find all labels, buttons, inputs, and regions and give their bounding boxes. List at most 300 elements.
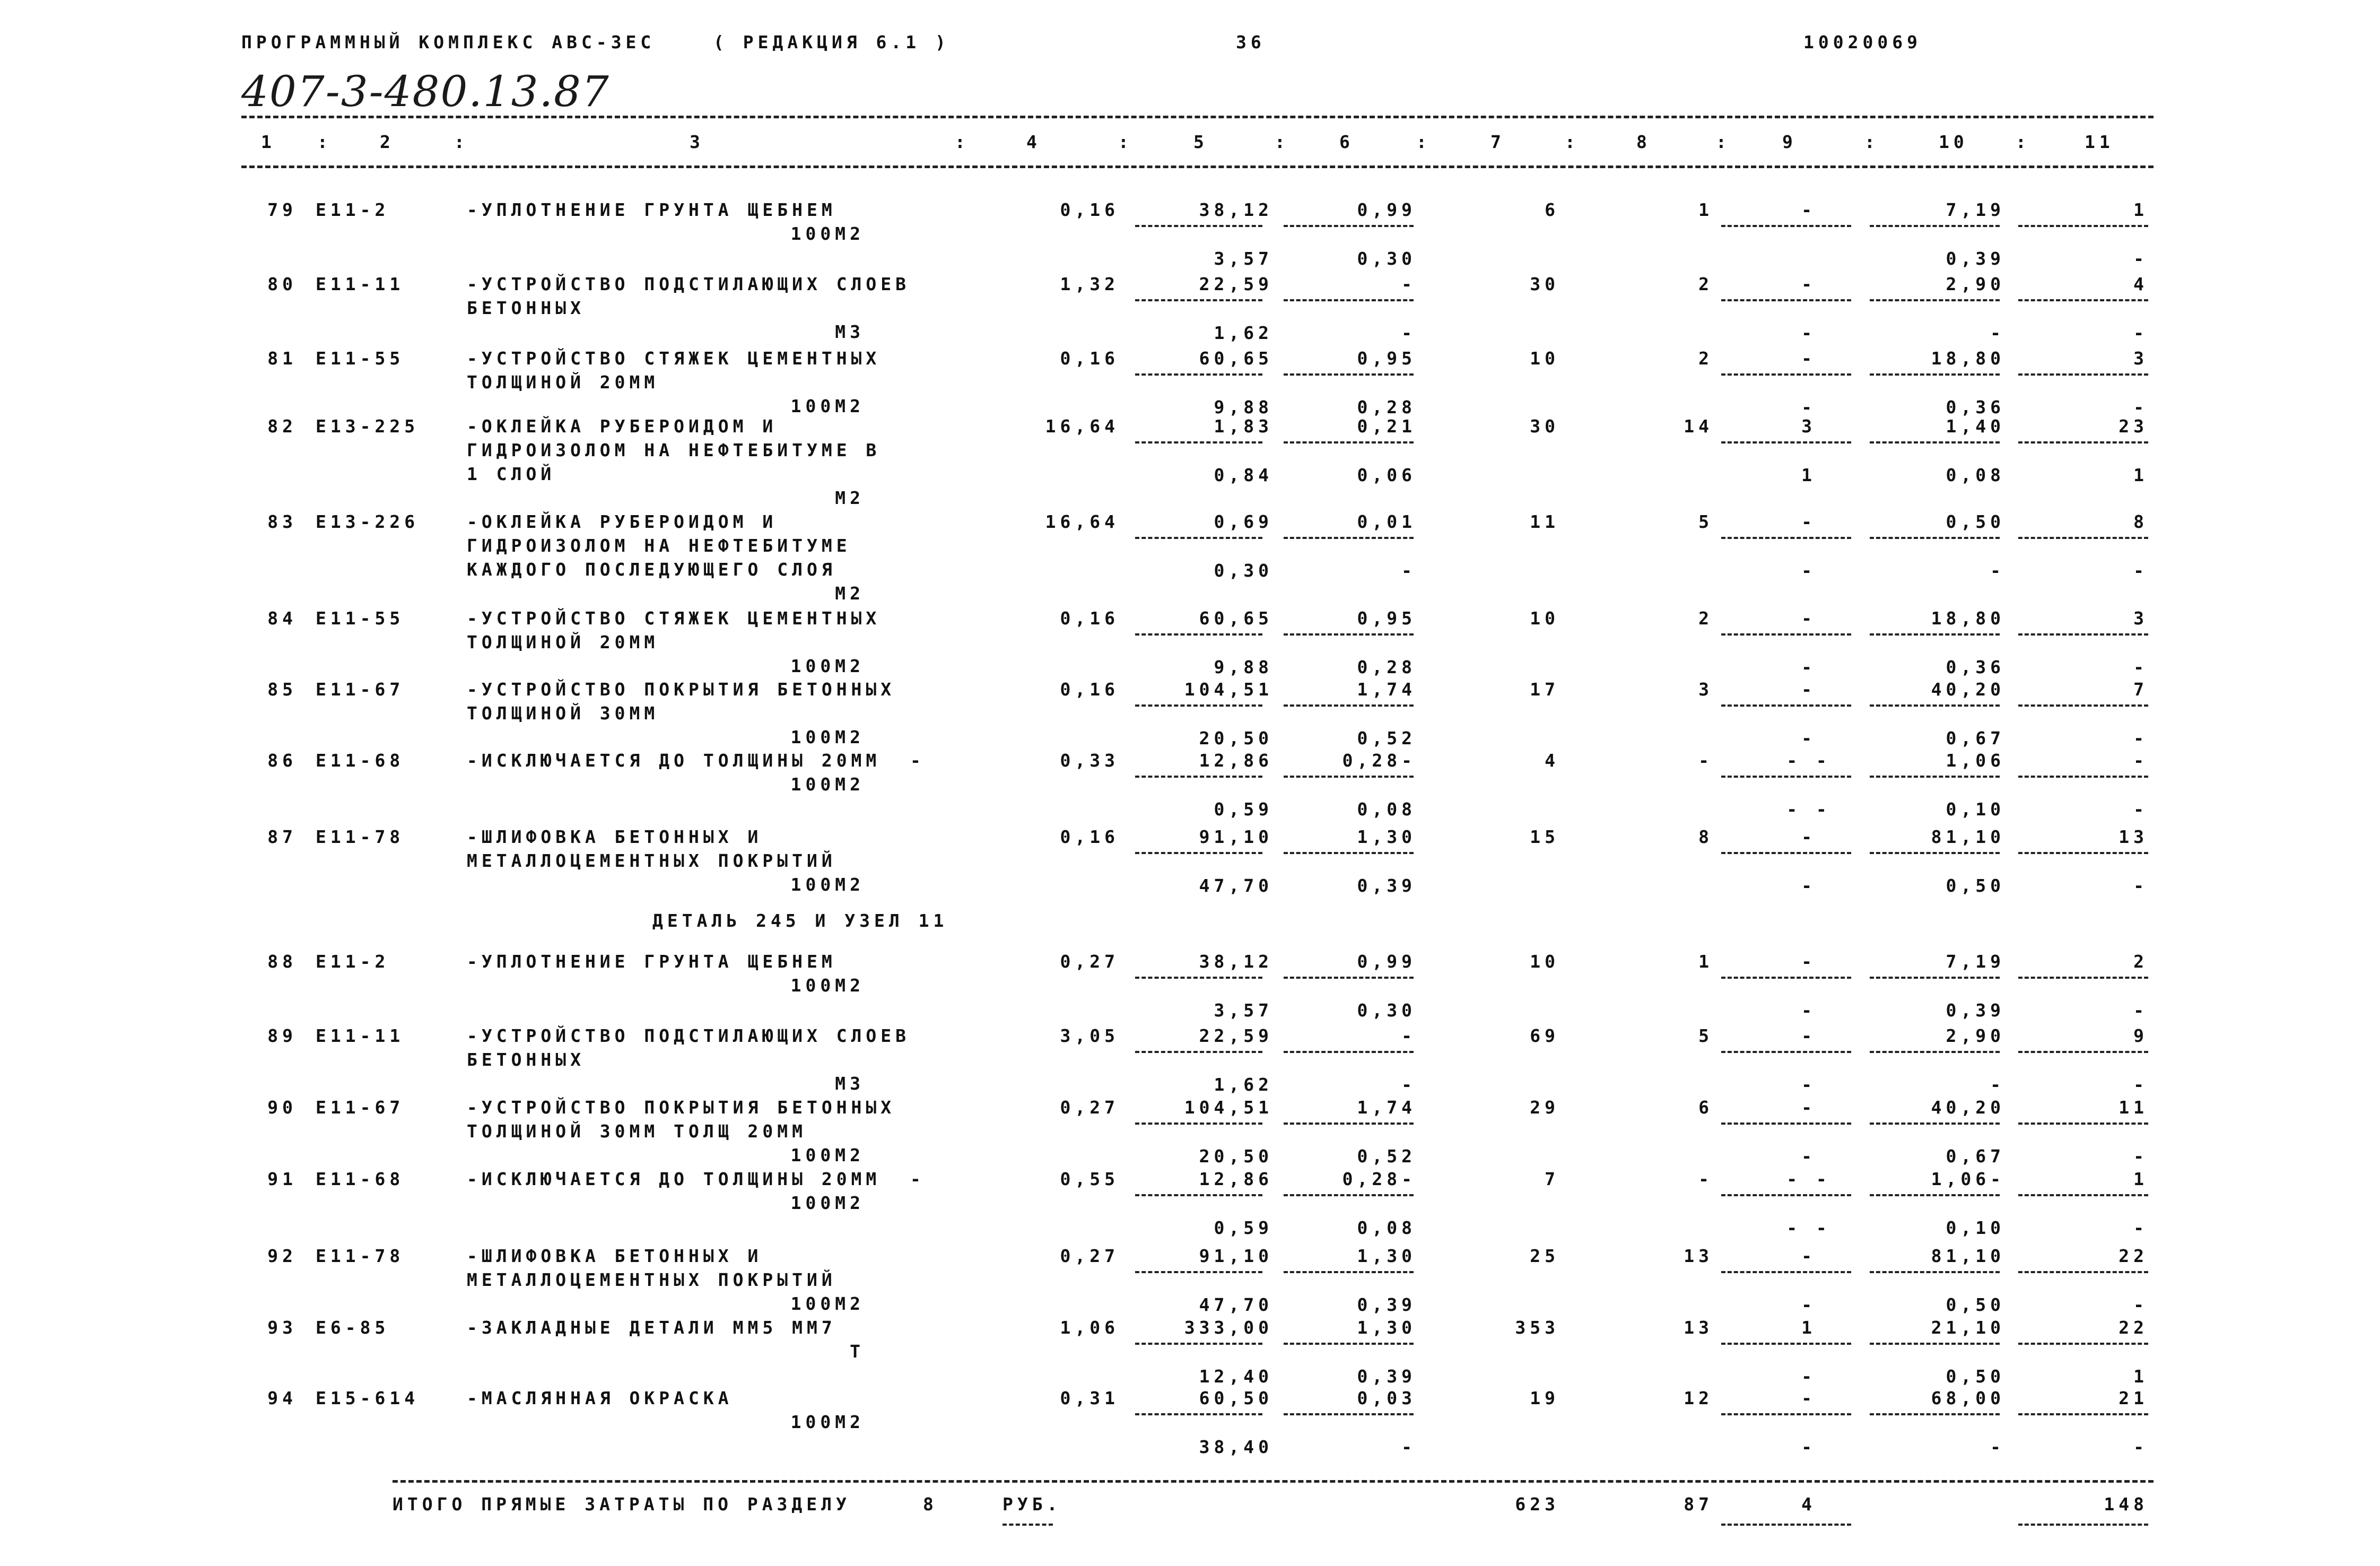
row-col9-divider [1721, 537, 1851, 539]
row-col10-divider [1870, 1123, 2000, 1125]
row-code: Е11-67 [316, 1097, 405, 1118]
row-description: ТОЛЩИНОЙ 30ММ ТОЛЩ 20ММ [467, 1121, 807, 1142]
row-col6: 0,03 [1357, 1388, 1416, 1408]
row-col10-sub: 0,50 [1946, 1294, 2005, 1315]
row-number: 90 [267, 1097, 297, 1118]
row-col10: 2,90 [1946, 1025, 2005, 1046]
row-col10: 81,10 [1931, 826, 2005, 847]
row-col8: 3 [1698, 679, 1713, 700]
row-col11: 11 [2119, 1097, 2148, 1118]
row-unit-cost: 38,12 [1199, 951, 1273, 972]
row-description: -МАСЛЯННАЯ ОКРАСКА [467, 1388, 733, 1408]
row-col7: 7 [1545, 1169, 1559, 1189]
row-col6-sub: - [1401, 1074, 1416, 1095]
row-col11: 9 [2133, 1025, 2148, 1046]
row-col9-divider [1721, 1343, 1851, 1345]
row-col10: 40,20 [1931, 679, 2005, 700]
row-col11: 22 [2119, 1246, 2148, 1266]
row-col9: - - [1786, 1169, 1831, 1189]
column-separator: : [1416, 132, 1431, 152]
row-col10: 1,40 [1946, 416, 2005, 437]
row-col6: 0,99 [1357, 951, 1416, 972]
row-col10-divider [1870, 441, 2000, 443]
row-col8: 13 [1684, 1246, 1713, 1266]
row-unit: 100М2 [790, 774, 865, 795]
row-unit: 100М2 [790, 727, 865, 747]
row-col6-divider [1284, 299, 1414, 301]
row-col6-sub: 0,30 [1357, 1000, 1416, 1021]
row-code: Е11-67 [316, 679, 405, 700]
row-col10-divider [1870, 373, 2000, 376]
row-code: Е11-2 [316, 199, 390, 220]
row-col7: 10 [1530, 951, 1559, 972]
column-separator: : [2016, 132, 2030, 152]
row-unit: М2 [835, 488, 865, 508]
row-quantity: 16,64 [1045, 511, 1119, 532]
row-code: Е11-11 [316, 1025, 405, 1046]
row-col11-sub: - [2133, 1000, 2148, 1021]
row-col6: 0,01 [1357, 511, 1416, 532]
row-unit: 100М2 [790, 656, 865, 676]
row-col6: 1,74 [1357, 1097, 1416, 1118]
row-col6-sub: 0,52 [1357, 1146, 1416, 1167]
row-unit-cost-sub: 12,40 [1199, 1366, 1273, 1387]
row-code: Е11-11 [316, 274, 405, 294]
row-col9-divider [1721, 852, 1851, 854]
page-number: 36 [1236, 32, 1266, 53]
row-quantity: 16,64 [1045, 416, 1119, 437]
row-col6-sub: 0,08 [1357, 1217, 1416, 1238]
row-col6-divider [1284, 852, 1414, 854]
row-col10: 40,20 [1931, 1097, 2005, 1118]
row-quantity: 0,16 [1060, 199, 1119, 220]
row-col11-divider [2018, 1413, 2148, 1415]
row-col11-sub: - [2133, 397, 2148, 417]
row-col6-divider [1284, 633, 1414, 636]
row-description: -ШЛИФОВКА БЕТОННЫХ И [467, 1246, 763, 1266]
row-col6-divider [1284, 1051, 1414, 1053]
row-col6: 0,99 [1357, 199, 1416, 220]
row-col10-sub: - [1990, 1074, 2005, 1095]
row-col11-divider [2018, 776, 2148, 778]
row-col9: - - [1786, 750, 1831, 771]
row-unit: М3 [835, 1073, 865, 1094]
row-col7: 6 [1545, 199, 1559, 220]
row-col8: - [1698, 1169, 1713, 1189]
row-unit-cost-sub: 3,57 [1214, 1000, 1273, 1021]
row-col8: 2 [1698, 274, 1713, 294]
row-description: -УСТРОЙСТВО ПОДСТИЛАЮЩИХ СЛОЕВ [467, 1025, 911, 1046]
total-label: ИТОГО ПРЯМЫЕ ЗАТРАТЫ ПО РАЗДЕЛУ [393, 1494, 851, 1515]
row-col11: 1 [2133, 199, 2148, 220]
row-number: 84 [267, 608, 297, 629]
row-col10-divider [1870, 704, 2000, 707]
row-quantity: 0,55 [1060, 1169, 1119, 1189]
column-header-4: 4 [1026, 132, 1041, 152]
row-col10: 0,50 [1946, 511, 2005, 532]
row-col10: 21,10 [1931, 1317, 2005, 1338]
row-col11-divider [2018, 704, 2148, 707]
row-unit-cost: 1,83 [1214, 416, 1273, 437]
row-col6-divider [1284, 537, 1414, 539]
row-col5-divider [1135, 633, 1262, 636]
row-col11-divider [2018, 299, 2148, 301]
row-description: БЕТОННЫХ [467, 1049, 585, 1070]
row-col8: 8 [1698, 826, 1713, 847]
row-unit-cost-sub: 20,50 [1199, 728, 1273, 749]
row-col10: 1,06 [1946, 750, 2005, 771]
row-col6-divider [1284, 1194, 1414, 1196]
row-col7: 69 [1530, 1025, 1559, 1046]
row-col11-divider [2018, 537, 2148, 539]
row-col10-divider [1870, 1194, 2000, 1196]
row-col6-sub: 0,39 [1357, 1294, 1416, 1315]
row-description: -ШЛИФОВКА БЕТОННЫХ И [467, 826, 763, 847]
row-col6-divider [1284, 704, 1414, 707]
row-number: 81 [267, 348, 297, 369]
row-col11-sub: - [2133, 1294, 2148, 1315]
row-col6: 0,21 [1357, 416, 1416, 437]
row-col9-divider [1721, 1271, 1851, 1273]
table-top-rule [241, 116, 2154, 118]
row-unit-cost-sub: 9,88 [1214, 657, 1273, 677]
document-code: 10020069 [1803, 32, 1922, 53]
row-col11-sub: 1 [2133, 465, 2148, 485]
row-number: 93 [267, 1317, 297, 1338]
total-rule [393, 1480, 2154, 1483]
row-col6: 0,95 [1357, 608, 1416, 629]
row-quantity: 0,16 [1060, 826, 1119, 847]
row-col9-divider [1721, 633, 1851, 636]
row-col6-sub: 0,52 [1357, 728, 1416, 749]
row-unit-cost-sub: 9,88 [1214, 397, 1273, 417]
column-header-11: 11 [2085, 132, 2114, 152]
row-unit: 100М2 [790, 1193, 865, 1213]
total-col7: 623 [1515, 1494, 1559, 1515]
row-col11: 7 [2133, 679, 2148, 700]
row-col6-sub: - [1401, 1437, 1416, 1457]
row-col11-sub: - [2133, 1146, 2148, 1167]
row-col9-sub: - [1801, 1146, 1816, 1167]
row-col10: 7,19 [1946, 199, 2005, 220]
column-separator: : [317, 132, 332, 152]
row-unit-cost: 60,50 [1199, 1388, 1273, 1408]
row-description: -ЗАКЛАДНЫЕ ДЕТАЛИ ММ5 ММ7 [467, 1317, 836, 1338]
row-col9-sub: - [1801, 1366, 1816, 1387]
row-col11-sub: - [2133, 1217, 2148, 1238]
row-col9: - [1801, 1025, 1816, 1046]
column-header-10: 10 [1939, 132, 1968, 152]
row-col11-divider [2018, 633, 2148, 636]
row-quantity: 0,33 [1060, 750, 1119, 771]
row-col7: 19 [1530, 1388, 1559, 1408]
row-unit: 100М2 [790, 1412, 865, 1432]
row-col10-divider [1870, 1343, 2000, 1345]
row-unit-cost: 38,12 [1199, 199, 1273, 220]
row-col6-divider [1284, 1271, 1414, 1273]
row-col8: 5 [1698, 511, 1713, 532]
row-col5-divider [1135, 1271, 1262, 1273]
row-col7: 25 [1530, 1246, 1559, 1266]
row-code: Е11-55 [316, 348, 405, 369]
row-col7: 10 [1530, 608, 1559, 629]
row-col10-sub: 0,50 [1946, 1366, 2005, 1387]
row-col9-sub: - [1801, 560, 1816, 581]
row-col9-divider [1721, 299, 1851, 301]
row-col5-divider [1135, 1343, 1262, 1345]
row-col9: - [1801, 348, 1816, 369]
column-header-8: 8 [1636, 132, 1651, 152]
row-col9-sub: - [1801, 1437, 1816, 1457]
row-col6: - [1401, 274, 1416, 294]
row-col11: 4 [2133, 274, 2148, 294]
row-code: Е11-68 [316, 750, 405, 771]
row-col10: 18,80 [1931, 608, 2005, 629]
column-separator: : [1118, 132, 1133, 152]
column-header-7: 7 [1490, 132, 1505, 152]
row-col8: 14 [1684, 416, 1713, 437]
total-col11: 148 [2104, 1494, 2148, 1515]
edition-label: ( РЕДАКЦИЯ 6.1 ) [713, 32, 950, 53]
row-unit-cost-sub: 0,30 [1214, 560, 1273, 581]
row-col10-divider [1870, 852, 2000, 854]
row-col8: 5 [1698, 1025, 1713, 1046]
row-col6-divider [1284, 441, 1414, 443]
total-col8: 87 [1684, 1494, 1713, 1515]
row-unit-cost-sub: 1,62 [1214, 323, 1273, 343]
row-col7: 30 [1530, 416, 1559, 437]
row-col11-sub: - [2133, 875, 2148, 896]
row-col10: 81,10 [1931, 1246, 2005, 1266]
row-col9: 1 [1801, 1317, 1816, 1338]
row-unit-cost-sub: 0,59 [1214, 1217, 1273, 1238]
row-col5-divider [1135, 776, 1262, 778]
row-col6-divider [1284, 373, 1414, 376]
row-col9-divider [1721, 1123, 1851, 1125]
row-col10-sub: 0,39 [1946, 1000, 2005, 1021]
row-col7: 17 [1530, 679, 1559, 700]
row-col9-sub: - [1801, 1074, 1816, 1095]
row-number: 89 [267, 1025, 297, 1046]
row-col5-divider [1135, 537, 1262, 539]
row-col6-divider [1284, 1413, 1414, 1415]
row-col10-sub: - [1990, 560, 2005, 581]
row-unit-cost: 91,10 [1199, 1246, 1273, 1266]
row-unit-cost: 104,51 [1184, 1097, 1273, 1118]
row-unit-cost: 91,10 [1199, 826, 1273, 847]
row-col10-divider [1870, 776, 2000, 778]
row-quantity: 3,05 [1060, 1025, 1119, 1046]
row-col7: 29 [1530, 1097, 1559, 1118]
detail-note: ДЕТАЛЬ 245 И УЗЕЛ 11 [652, 910, 948, 931]
row-code: Е11-55 [316, 608, 405, 629]
row-col6: 1,74 [1357, 679, 1416, 700]
row-col11: 21 [2119, 1388, 2148, 1408]
row-col9-sub: - [1801, 657, 1816, 677]
row-col6-sub: 0,30 [1357, 248, 1416, 269]
row-col6-sub: - [1401, 323, 1416, 343]
column-header-2: 2 [380, 132, 395, 152]
row-description: -УСТРОЙСТВО ПОКРЫТИЯ БЕТОННЫХ [467, 1097, 896, 1118]
row-col5-divider [1135, 225, 1262, 227]
row-col9-divider [1721, 704, 1851, 707]
row-unit-cost-sub: 47,70 [1199, 1294, 1273, 1315]
row-code: Е11-78 [316, 1246, 405, 1266]
row-col6: 1,30 [1357, 1246, 1416, 1266]
row-col6: 1,30 [1357, 826, 1416, 847]
row-col10-sub: 0,10 [1946, 799, 2005, 820]
total-unit-underline [1002, 1524, 1053, 1526]
row-description: -ИСКЛЮЧАЕТСЯ ДО ТОЛЩИНЫ 20ММ - [467, 1169, 925, 1189]
column-separator: : [1716, 132, 1731, 152]
row-unit-cost: 60,65 [1199, 608, 1273, 629]
table-header-rule [241, 166, 2154, 168]
row-unit: 100М2 [790, 975, 865, 996]
row-description: -УСТРОЙСТВО СТЯЖЕК ЦЕМЕНТНЫХ [467, 608, 881, 629]
row-col10-sub: 0,50 [1946, 875, 2005, 896]
row-quantity: 0,16 [1060, 608, 1119, 629]
row-col8: - [1698, 750, 1713, 771]
row-col9-divider [1721, 977, 1851, 979]
row-col5-divider [1135, 977, 1262, 979]
row-col5-divider [1135, 1051, 1262, 1053]
row-col11: 1 [2133, 1169, 2148, 1189]
row-description: -УСТРОЙСТВО ПОДСТИЛАЮЩИХ СЛОЕВ [467, 274, 911, 294]
row-number: 83 [267, 511, 297, 532]
row-number: 82 [267, 416, 297, 437]
row-col11: 3 [2133, 608, 2148, 629]
row-col6: 0,28- [1342, 1169, 1416, 1189]
row-unit-cost-sub: 0,59 [1214, 799, 1273, 820]
row-unit-cost-sub: 20,50 [1199, 1146, 1273, 1167]
row-unit: Т [850, 1341, 865, 1362]
row-quantity: 0,27 [1060, 951, 1119, 972]
row-col9: - [1801, 608, 1816, 629]
row-col6-sub: 0,28 [1357, 397, 1416, 417]
row-col10-sub: 0,36 [1946, 657, 2005, 677]
row-col9-divider [1721, 441, 1851, 443]
row-col7: 4 [1545, 750, 1559, 771]
total-col11-underline [2018, 1524, 2148, 1526]
row-col6-sub: 0,08 [1357, 799, 1416, 820]
row-description: ТОЛЩИНОЙ 30ММ [467, 703, 659, 724]
row-col11-divider [2018, 1051, 2148, 1053]
row-col9-divider [1721, 1194, 1851, 1196]
row-number: 85 [267, 679, 297, 700]
row-col11-sub: - [2133, 1074, 2148, 1095]
row-col11-sub: - [2133, 799, 2148, 820]
row-unit: 100М2 [790, 874, 865, 895]
row-unit-cost-sub: 38,40 [1199, 1437, 1273, 1457]
row-col5-divider [1135, 1123, 1262, 1125]
row-col10-sub: 0,08 [1946, 465, 2005, 485]
row-col8: 2 [1698, 348, 1713, 369]
row-unit-cost: 22,59 [1199, 1025, 1273, 1046]
row-description: БЕТОННЫХ [467, 298, 585, 318]
row-col10-sub: 0,67 [1946, 1146, 2005, 1167]
row-col5-divider [1135, 1194, 1262, 1196]
row-col6: 0,95 [1357, 348, 1416, 369]
row-col9: - [1801, 511, 1816, 532]
row-col10-sub: 0,67 [1946, 728, 2005, 749]
row-col11-divider [2018, 1194, 2148, 1196]
row-col11-divider [2018, 1271, 2148, 1273]
row-col6-divider [1284, 225, 1414, 227]
row-col11-sub: - [2133, 1437, 2148, 1457]
row-col10-divider [1870, 299, 2000, 301]
row-col10-divider [1870, 1051, 2000, 1053]
row-col9-divider [1721, 1051, 1851, 1053]
row-col7: 11 [1530, 511, 1559, 532]
row-unit: М3 [835, 321, 865, 342]
row-col7: 10 [1530, 348, 1559, 369]
row-code: Е11-78 [316, 826, 405, 847]
row-unit-cost: 12,86 [1199, 1169, 1273, 1189]
row-description: МЕТАЛЛОЦЕМЕНТНЫХ ПОКРЫТИЙ [467, 850, 836, 871]
row-code: Е15-614 [316, 1388, 420, 1408]
row-col11-divider [2018, 225, 2148, 227]
row-col5-divider [1135, 299, 1262, 301]
row-col11-sub: - [2133, 560, 2148, 581]
row-col6-sub: 0,39 [1357, 875, 1416, 896]
row-col5-divider [1135, 441, 1262, 443]
column-separator: : [955, 132, 970, 152]
row-description: ГИДРОИЗОЛОМ НА НЕФТЕБИТУМЕ [467, 535, 851, 556]
row-col6-divider [1284, 977, 1414, 979]
row-quantity: 0,16 [1060, 679, 1119, 700]
row-unit-cost-sub: 1,62 [1214, 1074, 1273, 1095]
row-col11-divider [2018, 373, 2148, 376]
row-col10-sub: - [1990, 323, 2005, 343]
row-col10-sub: 0,10 [1946, 1217, 2005, 1238]
row-number: 86 [267, 750, 297, 771]
row-col9: - [1801, 826, 1816, 847]
row-unit: 100М2 [790, 1145, 865, 1165]
row-description: ТОЛЩИНОЙ 20ММ [467, 372, 659, 393]
row-col9-sub: - [1801, 1294, 1816, 1315]
row-col10-sub: 0,39 [1946, 248, 2005, 269]
row-col9: - [1801, 274, 1816, 294]
row-quantity: 0,31 [1060, 1388, 1119, 1408]
row-col7: 353 [1515, 1317, 1559, 1338]
row-col5-divider [1135, 1413, 1262, 1415]
row-unit-cost: 0,69 [1214, 511, 1273, 532]
row-col9: - [1801, 1097, 1816, 1118]
row-col11-sub: - [2133, 248, 2148, 269]
row-col9-sub: - - [1786, 1217, 1831, 1238]
row-quantity: 1,06 [1060, 1317, 1119, 1338]
row-unit-cost-sub: 3,57 [1214, 248, 1273, 269]
row-unit-cost: 333,00 [1184, 1317, 1273, 1338]
row-col8: 6 [1698, 1097, 1713, 1118]
row-col5-divider [1135, 852, 1262, 854]
row-quantity: 0,27 [1060, 1246, 1119, 1266]
row-col11: 13 [2119, 826, 2148, 847]
row-col11-divider [2018, 1123, 2148, 1125]
row-col8: 13 [1684, 1317, 1713, 1338]
row-col10-divider [1870, 537, 2000, 539]
row-col11: 22 [2119, 1317, 2148, 1338]
row-unit-cost: 60,65 [1199, 348, 1273, 369]
total-section: 8 [923, 1494, 938, 1515]
row-description: ГИДРОИЗОЛОМ НА НЕФТЕБИТУМЕ В [467, 440, 881, 460]
row-description: -ОКЛЕЙКА РУБЕРОИДОМ И [467, 511, 778, 532]
row-number: 79 [267, 199, 297, 220]
row-description: -УСТРОЙСТВО ПОКРЫТИЯ БЕТОННЫХ [467, 679, 896, 700]
column-separator: : [1864, 132, 1879, 152]
row-code: Е13-226 [316, 511, 420, 532]
row-number: 92 [267, 1246, 297, 1266]
